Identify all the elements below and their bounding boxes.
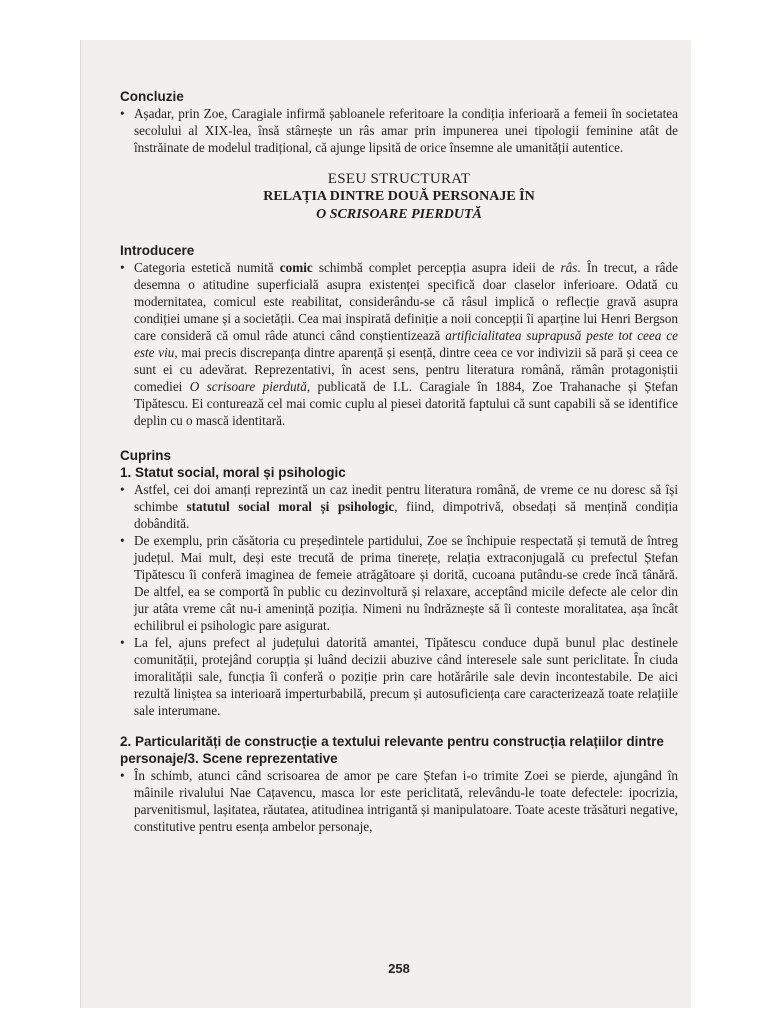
introduction-section	[120, 242, 678, 429]
section-1-bullet-2	[120, 532, 678, 634]
section-1-list	[120, 481, 678, 719]
introduction-bullet	[120, 259, 678, 429]
section-1-bullet-1	[120, 481, 678, 532]
introduction-heading: Introducere	[120, 243, 195, 258]
intro-text-5: , publicată de I.L. Caragiale în 1884, Zoe Trahanache și Ștefan Tipătescu. Ei conturează cel mai comic cuplu al piesei datorită faptului că sunt capabili să se identifice deplin cu o mască identitară.	[134, 379, 678, 428]
s1-b3-text: La fel, ajuns prefect al județului datorită amantei, Tipătescu conduce după bunul plac destinele comunității, protejând corupția și luând decizii abuzive când interesele sale sunt periclitate. În ciuda imoralității sale, funcția îi conferă o poziție prin care hotărârile sale devin incontestabile. De aici rezultă liniștea sa interioară imperturbabilă, precum și autosuficiența care caracterizează toate relațiile sale interumane.	[134, 635, 678, 718]
essay-title: RELAȚIA DINTRE DOUĂ PERSONAJE ÎN	[263, 189, 535, 204]
s1-b1-text-b: , fiind, dimpotrivă, obsedați să mențină condiția dobândită.	[134, 499, 678, 531]
conclusion-bullet	[120, 105, 678, 156]
section-2-list	[120, 767, 678, 835]
bullet-icon: •	[120, 768, 125, 783]
intro-bergson-quote: artificialitatea suprapusă peste tot ceea ce este viu	[134, 328, 678, 360]
section-1-bullet-3	[120, 634, 678, 719]
introduction-list	[120, 259, 678, 429]
section-2-heading: 2. Particularități de construcție a textului relevante pentru construcția relațiilor dintre personaje/3. Scene reprezentative	[120, 734, 664, 766]
bullet-icon: •	[120, 482, 125, 497]
intro-text-3: . În trecut, a râde desemna o atitudine superficială asupra existenței specifică doar claselor inferioare. Odată cu modernitatea, comicul este reabilitat, considerându-se că râsul implică o reflecție gravă asupra condiției umane și a societății. Cea mai inspirată definiție a noii concepții îi aparține lui Henri Bergson care consideră că omul râde atunci când conștientizează	[134, 260, 678, 343]
bullet-icon: •	[120, 106, 125, 121]
essay-work-title: O SCRISOARE PIERDUTĂ	[316, 207, 482, 222]
conclusion-list	[120, 105, 678, 156]
bullet-icon: •	[120, 533, 125, 548]
intro-term-ras: râs	[560, 260, 578, 275]
conclusion-heading: Concluzie	[120, 89, 184, 104]
conclusion-section	[120, 88, 678, 156]
intro-term-comic: comic	[279, 260, 313, 275]
s1-b1-bold: statutul social moral și psihologic	[186, 499, 395, 514]
section-1-heading: 1. Statut social, moral și psihologic	[120, 465, 346, 480]
content-heading: Cuprins	[120, 448, 172, 463]
intro-text-4: , mai precis discrepanța dintre aparență și esență, dintre ceea ce vor indivizii să pară și ceea ce sunt ei cu adevărat. Reprezentativi, în acest sens, pentru literatura română, rămân protagoniștii comediei	[134, 345, 678, 394]
intro-text-1: Categoria estetică numită	[134, 260, 280, 275]
content-section	[120, 447, 678, 835]
s1-b2-text: De exemplu, prin căsătoria cu președintele partidului, Zoe se închipuie respectată și temută de întreg județul. Mai mult, deși este trecută de prima tinerețe, relația extraconjugală cu prefectul Ștefan Tipătescu îi conferă imaginea de femeie atrăgătoare și dorită, cucoana putându-se crede încă tânără. De altfel, ea se comportă în public cu dezinvoltură și relaxare, acceptând micile defecte ale celor din jur atâta vreme cât nu-i amenință poziția. Nimeni nu îndrăznește să îi conteste moralitatea, așa încât echilibrul ei psihologic pare asigurat.	[134, 533, 678, 633]
essay-kind: ESEU STRUCTURAT	[327, 171, 471, 187]
section-2-bullet-1	[120, 767, 678, 835]
intro-work-title: O scrisoare pierdută	[189, 379, 307, 394]
essay-heading	[120, 170, 678, 224]
bullet-icon: •	[120, 635, 125, 650]
s1-b1-text-a: Astfel, cei doi amanți reprezintă un caz inedit pentru literatura română, de vreme ce nu doresc să își schimbe	[134, 482, 678, 514]
bullet-icon: •	[120, 260, 125, 275]
s2-b1-text: În schimb, atunci când scrisoarea de amor pe care Ștefan i-o trimite Zoei se pierde, ajungând în mâinile rivalului Nae Cațavencu, masca lor este periclitată, relevându-le toate defectele: ipocrizia, parvenitismul, lașitatea, răutatea, atitudinea intrigantă și manipulatoare. Toate aceste trăsături negative, constitutive pentru esența ambelor personaje,	[134, 768, 678, 834]
book-page	[120, 88, 678, 988]
conclusion-text: Așadar, prin Zoe, Caragiale infirmă șabloanele referitoare la condiția inferioară a femeii în societatea secolului al XIX-lea, însă stârnește un râs amar prin impunerea unei tipologii feminine atât de înstrăinate de modelul tradițional, că ajunge lipsită de orice însemne ale umanității autentice.	[134, 106, 678, 155]
intro-text-2: schimbă complet percepția asupra ideii de	[312, 260, 561, 275]
page-number: 258	[388, 961, 410, 976]
